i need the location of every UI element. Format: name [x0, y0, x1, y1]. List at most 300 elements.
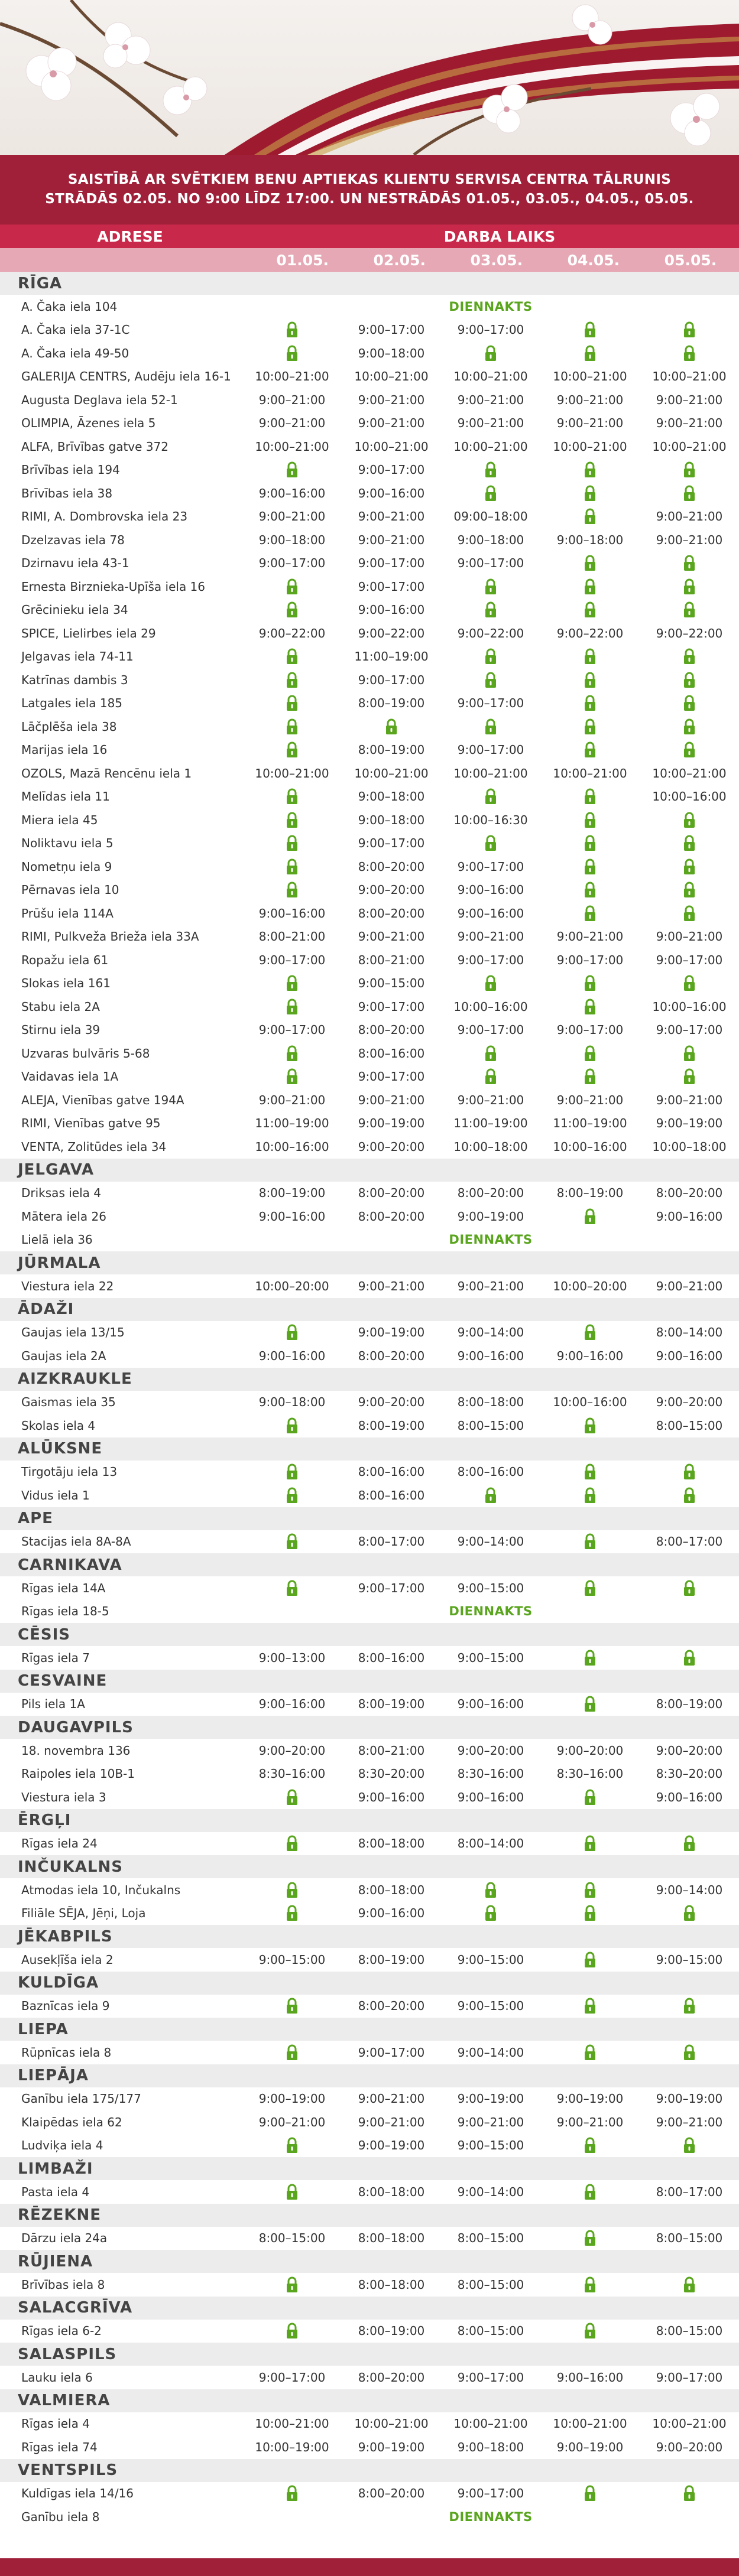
blossom-ribbon-illustration: [0, 0, 739, 155]
lock-icon: [540, 1905, 640, 1921]
table-row: [0, 692, 739, 715]
city-heading: LIEPĀJA: [0, 2064, 739, 2087]
lock-icon: [640, 1998, 739, 2014]
hours-cell: 10:00–21:00: [255, 439, 329, 454]
hours-cell: 9:00–21:00: [656, 2115, 723, 2129]
pharmacy-address: Grēcinieku iela 34: [21, 603, 128, 617]
hours-cell: 9:00–21:00: [258, 2115, 326, 2129]
hours-cell: 9:00–21:00: [656, 532, 723, 547]
hours-cell: 9:00–21:00: [656, 509, 723, 524]
notice-line-1: SAISTĪBĀ AR SVĒTKIEM BENU APTIEKAS KLIENTU SERVISA CENTRA TĀLRUNIS: [67, 172, 672, 187]
hours-cell: 9:00–21:00: [556, 1092, 624, 1107]
hours-cell: 10:00–16:00: [453, 999, 528, 1014]
hours-cell: 9:00–17:00: [358, 999, 425, 1014]
hours-cell: 9:00–15:00: [457, 2138, 524, 2153]
pharmacy-hours-table: [0, 272, 739, 2529]
lock-icon: [640, 2044, 739, 2061]
table-row: [0, 2320, 739, 2343]
hours-cell: 9:00–17:00: [358, 1580, 425, 1595]
city-heading: KULDĪGA: [0, 1972, 739, 1995]
lock-icon: [540, 648, 640, 665]
footer-bar: [0, 2558, 739, 2576]
table-row: [0, 832, 739, 856]
hours-cell: 9:00–19:00: [358, 1325, 425, 1340]
pharmacy-address: Latgales iela 185: [21, 696, 123, 711]
hours-cell: 8:00–20:00: [358, 1023, 425, 1037]
lock-icon: [540, 882, 640, 898]
lock-icon: [640, 1463, 739, 1480]
lock-icon: [540, 2137, 640, 2154]
hours-cell: 9:00–21:00: [656, 1092, 723, 1107]
lock-icon: [242, 1068, 342, 1085]
table-row: [0, 948, 739, 972]
pharmacy-address: Ausekļīša iela 2: [21, 1952, 114, 1967]
lock-icon: [540, 812, 640, 828]
hours-cell: 9:00–19:00: [258, 2092, 326, 2106]
lock-icon: [640, 2137, 739, 2154]
city-heading: JŪRMALA: [0, 1251, 739, 1274]
city-heading: ĀDAŽI: [0, 1298, 739, 1321]
table-row: [0, 458, 739, 482]
lock-icon: [640, 555, 739, 571]
lock-icon: [640, 648, 739, 665]
table-row: [0, 2180, 739, 2204]
hours-cell: 10:00–20:00: [553, 1279, 627, 1293]
hours-cell: 10:00–16:00: [553, 1139, 627, 1154]
table-row: [0, 622, 739, 645]
table-row: [0, 341, 739, 365]
lock-icon: [540, 321, 640, 338]
pharmacy-address: Uzvaras bulvāris 5-68: [21, 1046, 150, 1061]
hours-cell: 8:00–17:00: [358, 1534, 425, 1549]
lock-icon: [640, 461, 739, 478]
hours-cell: 8:00–20:00: [358, 906, 425, 921]
table-row: [0, 2435, 739, 2459]
hours-cell: 9:00–20:00: [656, 1743, 723, 1758]
lock-icon: [242, 2044, 342, 2061]
hours-cell: 9:00–22:00: [358, 626, 425, 640]
lock-icon: [540, 741, 640, 758]
lock-icon: [242, 1487, 342, 1504]
lock-icon: [640, 601, 739, 618]
lock-icon: [540, 508, 640, 525]
hours-cell: 10:00–21:00: [553, 2416, 627, 2431]
hours-cell: 8:00–18:00: [358, 2277, 425, 2292]
hours-cell: 9:00–14:00: [457, 1534, 524, 1549]
pharmacy-address: Atmodas iela 10, Inčukalns: [21, 1882, 181, 1897]
hours-cell: 11:00–19:00: [553, 1116, 627, 1131]
table-row: [0, 1112, 739, 1136]
hours-cell: 9:00–17:00: [358, 836, 425, 851]
hours-cell: 9:00–19:00: [358, 2440, 425, 2454]
hours-cell: 10:00–20:00: [255, 1279, 329, 1293]
lock-icon: [441, 1882, 540, 1898]
table-row: [0, 318, 739, 342]
lock-icon: [540, 555, 640, 571]
lock-icon: [242, 1580, 342, 1596]
lock-icon: [441, 975, 540, 991]
hours-cell: 9:00–22:00: [656, 626, 723, 640]
lock-icon: [640, 321, 739, 338]
hours-cell: 8:00–19:00: [358, 743, 425, 757]
table-row: [0, 1878, 739, 1902]
hours-cell: 8:00–16:00: [358, 1650, 425, 1665]
hours-cell: 9:00–18:00: [358, 789, 425, 804]
table-row: [0, 855, 739, 879]
lock-icon: [640, 1045, 739, 1062]
hours-cell: 8:00–15:00: [457, 2231, 524, 2246]
table-row: [0, 2412, 739, 2436]
lock-icon: [640, 905, 739, 922]
lock-icon: [242, 835, 342, 851]
hours-cell: 9:00–21:00: [358, 1092, 425, 1107]
hours-cell: 8:00–20:00: [358, 1186, 425, 1201]
table-row: [0, 2087, 739, 2111]
pharmacy-address: RIMI, A. Dombrovska iela 23: [21, 509, 188, 524]
lock-icon: [441, 672, 540, 688]
lock-icon: [640, 812, 739, 828]
table-row: [0, 1414, 739, 1437]
pharmacy-address: Marijas iela 16: [21, 743, 108, 757]
hours-cell: 8:00–19:00: [358, 1952, 425, 1967]
lock-icon: [242, 461, 342, 478]
lock-icon: [242, 648, 342, 665]
lock-icon: [242, 998, 342, 1015]
hours-cell: 10:00–21:00: [453, 439, 528, 454]
hours-cell: 8:00–19:00: [656, 1697, 723, 1712]
hours-cell: 9:00–17:00: [656, 1023, 723, 1037]
hours-cell: 8:30–20:00: [656, 1767, 723, 1781]
city-heading: RĪGA: [0, 272, 739, 295]
hours-cell: 9:00–21:00: [358, 2092, 425, 2106]
hours-cell: 9:00–16:00: [556, 1348, 624, 1363]
hours-cell: 9:00–15:00: [358, 976, 425, 991]
pharmacy-address: Viestura iela 22: [21, 1279, 114, 1293]
hours-cell: 8:00–17:00: [656, 1534, 723, 1549]
hours-cell: 9:00–22:00: [258, 626, 326, 640]
hours-cell: 9:00–16:00: [358, 1906, 425, 1921]
pharmacy-address: Stirnu iela 39: [21, 1023, 101, 1037]
table-row: [0, 599, 739, 622]
hours-cell: 9:00–21:00: [556, 392, 624, 407]
hours-cell: 8:00–18:00: [358, 2184, 425, 2199]
lock-icon: [640, 718, 739, 735]
table-row: [0, 739, 739, 762]
pharmacy-address: GALERIJA CENTRS, Audēju iela 16-1: [21, 369, 231, 384]
city-heading: LIMBAŽI: [0, 2157, 739, 2180]
table-row: [0, 388, 739, 412]
lock-icon: [242, 2184, 342, 2200]
hours-cell: 9:00–18:00: [258, 532, 326, 547]
pharmacy-address: Ernesta Birznieka-Upīša iela 16: [21, 579, 206, 594]
hours-cell: 9:00–16:00: [258, 1209, 326, 1224]
hours-cell: 11:00–19:00: [255, 1116, 329, 1131]
lock-icon: [540, 1998, 640, 2014]
lock-icon: [242, 601, 342, 618]
lock-icon: [640, 2485, 739, 2502]
hours-cell: 9:00–16:00: [258, 1348, 326, 1363]
hours-cell: 8:00–21:00: [358, 1743, 425, 1758]
hours-cell: 9:00–17:00: [656, 2370, 723, 2385]
lock-icon: [540, 1696, 640, 1712]
lock-icon: [441, 788, 540, 805]
pharmacy-address: Lauku iela 6: [21, 2370, 93, 2385]
hours-cell: 8:00–21:00: [258, 929, 326, 944]
city-heading: APE: [0, 1507, 739, 1530]
pharmacy-address: Pasta iela 4: [21, 2184, 90, 2199]
hours-cell: 9:00–20:00: [556, 1743, 624, 1758]
table-row: [0, 1785, 739, 1809]
pharmacy-address: SPICE, Lielirbes iela 29: [21, 626, 156, 640]
lock-icon: [540, 905, 640, 922]
hours-cell: 8:00–19:00: [358, 1418, 425, 1433]
lock-icon: [640, 975, 739, 991]
pharmacy-address: Baznīcas iela 9: [21, 1999, 110, 2014]
hours-cell: 10:00–21:00: [453, 766, 528, 780]
pharmacy-address: Vaidavas iela 1A: [21, 1069, 119, 1084]
hours-cell: 9:00–21:00: [457, 416, 524, 431]
lock-icon: [540, 2044, 640, 2061]
pharmacy-address: OLIMPIA, Āzenes iela 5: [21, 416, 156, 431]
hours-cell: 10:00–21:00: [553, 369, 627, 384]
hours-cell: 9:00–18:00: [358, 812, 425, 827]
hours-cell: 9:00–15:00: [457, 1999, 524, 2014]
hours-cell: 9:00–20:00: [457, 1743, 524, 1758]
lock-icon: [540, 1417, 640, 1434]
hours-cell: 9:00–19:00: [358, 2138, 425, 2153]
lock-icon: [441, 1068, 540, 1085]
hours-cell: 8:00–20:00: [457, 1186, 524, 1201]
hours-cell: 9:00–14:00: [457, 1325, 524, 1340]
lock-icon: [441, 1045, 540, 1062]
lock-icon: [441, 345, 540, 362]
hours-cell: 8:00–16:00: [358, 1465, 425, 1479]
pharmacy-address: Nometņu iela 9: [21, 859, 112, 874]
lock-icon: [540, 2323, 640, 2339]
city-heading: SALASPILS: [0, 2343, 739, 2366]
lock-icon: [242, 788, 342, 805]
hours-cell: 9:00–18:00: [457, 2440, 524, 2454]
pharmacy-address: A. Čaka iela 37-1C: [21, 323, 130, 337]
hours-cell: 9:00–20:00: [358, 1139, 425, 1154]
lock-icon: [242, 741, 342, 758]
table-row: [0, 412, 739, 435]
hours-cell: 9:00–16:00: [457, 1348, 524, 1363]
table-row: [0, 762, 739, 785]
table-row: [0, 668, 739, 692]
lock-icon: [242, 1045, 342, 1062]
lock-icon: [540, 2184, 640, 2200]
hours-cell: 9:00–17:00: [457, 743, 524, 757]
table-row: [0, 1995, 739, 2018]
table-row: [0, 1344, 739, 1368]
pharmacy-address: Skolas iela 4: [21, 1418, 96, 1433]
table-row: [0, 645, 739, 669]
hours-cell: 9:00–17:00: [258, 952, 326, 967]
address-column-header: ADRESE: [97, 227, 163, 245]
pharmacy-address: ALEJA, Vienības gatve 194A: [21, 1092, 184, 1107]
hero-banner: [0, 0, 739, 155]
hours-cell: 9:00–16:00: [358, 603, 425, 617]
hours-cell: 8:00–18:00: [358, 1836, 425, 1851]
hours-cell: 8:00–14:00: [457, 1836, 524, 1851]
lock-icon: [640, 741, 739, 758]
hours-cell: 8:00–20:00: [358, 1209, 425, 1224]
hours-cell: 9:00–17:00: [358, 579, 425, 594]
hours-cell: 9:00–21:00: [457, 1092, 524, 1107]
hours-cell: 8:00–18:00: [457, 1395, 524, 1410]
hours-cell: 9:00–18:00: [457, 532, 524, 547]
hours-cell: 9:00–16:00: [457, 1790, 524, 1804]
table-row: [0, 2505, 739, 2529]
lock-icon: [540, 2276, 640, 2293]
pharmacy-address: Ludviķa iela 4: [21, 2138, 103, 2153]
table-row: [0, 808, 739, 832]
hours-cell: 9:00–16:00: [457, 883, 524, 897]
hours-cell: 9:00–21:00: [457, 1279, 524, 1293]
pharmacy-address: Tirgotāju iela 13: [21, 1465, 118, 1479]
hours-cell: 9:00–20:00: [656, 2440, 723, 2454]
holiday-notice: [0, 155, 739, 225]
hours-cell: 9:00–17:00: [258, 1023, 326, 1037]
hours-cell: 8:00–19:00: [358, 696, 425, 711]
hours-cell: 9:00–16:00: [358, 486, 425, 500]
pharmacy-address: Klaipēdas iela 62: [21, 2115, 122, 2129]
pharmacy-address: Rīgas iela 4: [21, 2416, 90, 2431]
allday-label: DIENNAKTS: [449, 299, 533, 314]
hours-cell: 10:00–21:00: [354, 2416, 429, 2431]
lock-icon: [540, 1463, 640, 1480]
hours-cell: 8:00–15:00: [457, 2324, 524, 2338]
lock-icon: [640, 1068, 739, 1085]
pharmacy-address: Dzirnavu iela 43-1: [21, 556, 129, 571]
hours-cell: 11:00–19:00: [453, 1116, 528, 1131]
hours-cell: 8:00–20:00: [358, 859, 425, 874]
notice-line-2: STRĀDĀS 02.05. NO 9:00 LĪDZ 17:00. UN NESTRĀDĀS 01.05., 03.05., 04.05., 05.05.: [45, 191, 694, 207]
lock-icon: [640, 858, 739, 875]
table-header: [0, 225, 739, 248]
hours-cell: 11:00–19:00: [354, 649, 429, 664]
hours-cell: 9:00–16:00: [258, 906, 326, 921]
pharmacy-address: Gaujas iela 2A: [21, 1348, 106, 1363]
city-heading: VALMIERA: [0, 2389, 739, 2412]
lock-icon: [441, 1487, 540, 1504]
lock-icon: [242, 672, 342, 688]
date-header: 02.05.: [373, 251, 426, 269]
hours-cell: 9:00–21:00: [358, 2115, 425, 2129]
hours-cell: 10:00–21:00: [255, 2416, 329, 2431]
hours-cell: 9:00–21:00: [258, 392, 326, 407]
lock-icon: [640, 835, 739, 851]
pharmacy-address: Katrīnas dambis 3: [21, 672, 128, 687]
hours-cell: 9:00–21:00: [358, 509, 425, 524]
hours-cell: 9:00–21:00: [556, 929, 624, 944]
lock-icon: [242, 1998, 342, 2014]
table-row: [0, 1228, 739, 1252]
city-heading: RĒZEKNE: [0, 2204, 739, 2227]
pharmacy-address: A. Čaka iela 104: [21, 299, 118, 314]
hours-cell: 9:00–19:00: [656, 1116, 723, 1131]
hours-cell: 10:00–21:00: [453, 369, 528, 384]
hours-cell: 9:00–16:00: [457, 1697, 524, 1712]
hours-cell: 8:30–16:00: [457, 1767, 524, 1781]
table-row: [0, 1088, 739, 1112]
hours-cell: 10:00–16:00: [652, 999, 727, 1014]
table-row: [0, 505, 739, 529]
hours-cell: 8:00–15:00: [258, 2231, 326, 2246]
lock-icon: [540, 858, 640, 875]
hours-cell: 9:00–21:00: [258, 416, 326, 431]
table-row: [0, 715, 739, 739]
table-row: [0, 365, 739, 389]
city-heading: JĒKABPILS: [0, 1925, 739, 1948]
pharmacy-address: Melīdas iela 11: [21, 789, 110, 804]
lock-icon: [540, 1045, 640, 1062]
hours-cell: 9:00–21:00: [258, 509, 326, 524]
table-row: [0, 482, 739, 505]
hours-cell: 9:00–17:00: [457, 952, 524, 967]
pharmacy-address: Rīgas iela 14A: [21, 1580, 106, 1595]
lock-icon: [540, 485, 640, 502]
hours-cell: 10:00–21:00: [354, 369, 429, 384]
hours-cell: 8:00–15:00: [457, 2277, 524, 2292]
table-row: [0, 2041, 739, 2064]
table-row: [0, 1182, 739, 1205]
hours-cell: 8:00–19:00: [556, 1186, 624, 1201]
hours-cell: 10:00–21:00: [553, 766, 627, 780]
hours-cell: 10:00–21:00: [553, 439, 627, 454]
hours-cell: 10:00–21:00: [652, 766, 727, 780]
hours-cell: 9:00–17:00: [556, 952, 624, 967]
table-row: [0, 1205, 739, 1228]
hours-cell: 9:00–19:00: [556, 2092, 624, 2106]
lock-icon: [540, 695, 640, 711]
hours-cell: 9:00–17:00: [358, 1069, 425, 1084]
pharmacy-address: Dzelzavas iela 78: [21, 532, 125, 547]
table-row: [0, 552, 739, 575]
hours-cell: 9:00–14:00: [457, 2045, 524, 2060]
hours-cell: 10:00–16:30: [453, 812, 528, 827]
hours-cell: 9:00–21:00: [358, 392, 425, 407]
pharmacy-address: Ganību iela 175/177: [21, 2092, 141, 2106]
lock-icon: [242, 1835, 342, 1852]
table-row: [0, 2273, 739, 2297]
hours-cell: 10:00–21:00: [453, 2416, 528, 2431]
hours-cell: 9:00–17:00: [358, 556, 425, 571]
lock-icon: [441, 578, 540, 595]
lock-icon: [242, 2323, 342, 2339]
hours-cell: 10:00–16:00: [255, 1139, 329, 1154]
lock-icon: [242, 1533, 342, 1550]
pharmacy-address: Rīgas iela 18-5: [21, 1604, 109, 1619]
lock-icon: [540, 975, 640, 991]
hours-cell: 10:00–21:00: [354, 439, 429, 454]
lock-icon: [242, 858, 342, 875]
hours-cell: 9:00–15:00: [457, 1952, 524, 1967]
hours-cell: 9:00–21:00: [556, 416, 624, 431]
pharmacy-address: OZOLS, Mazā Rencēnu iela 1: [21, 766, 192, 780]
hours-cell: 9:00–16:00: [457, 906, 524, 921]
pharmacy-address: Brīvības iela 8: [21, 2277, 105, 2292]
hours-cell: 8:00–16:00: [358, 1488, 425, 1502]
pharmacy-address: Augusta Deglava iela 52-1: [21, 392, 178, 407]
hours-cell: 9:00–22:00: [556, 626, 624, 640]
table-row: [0, 1135, 739, 1159]
pharmacy-address: 18. novembra 136: [21, 1743, 131, 1758]
lock-icon: [540, 1650, 640, 1666]
lock-icon: [242, 1905, 342, 1921]
hours-cell: 9:00–18:00: [258, 1395, 326, 1410]
